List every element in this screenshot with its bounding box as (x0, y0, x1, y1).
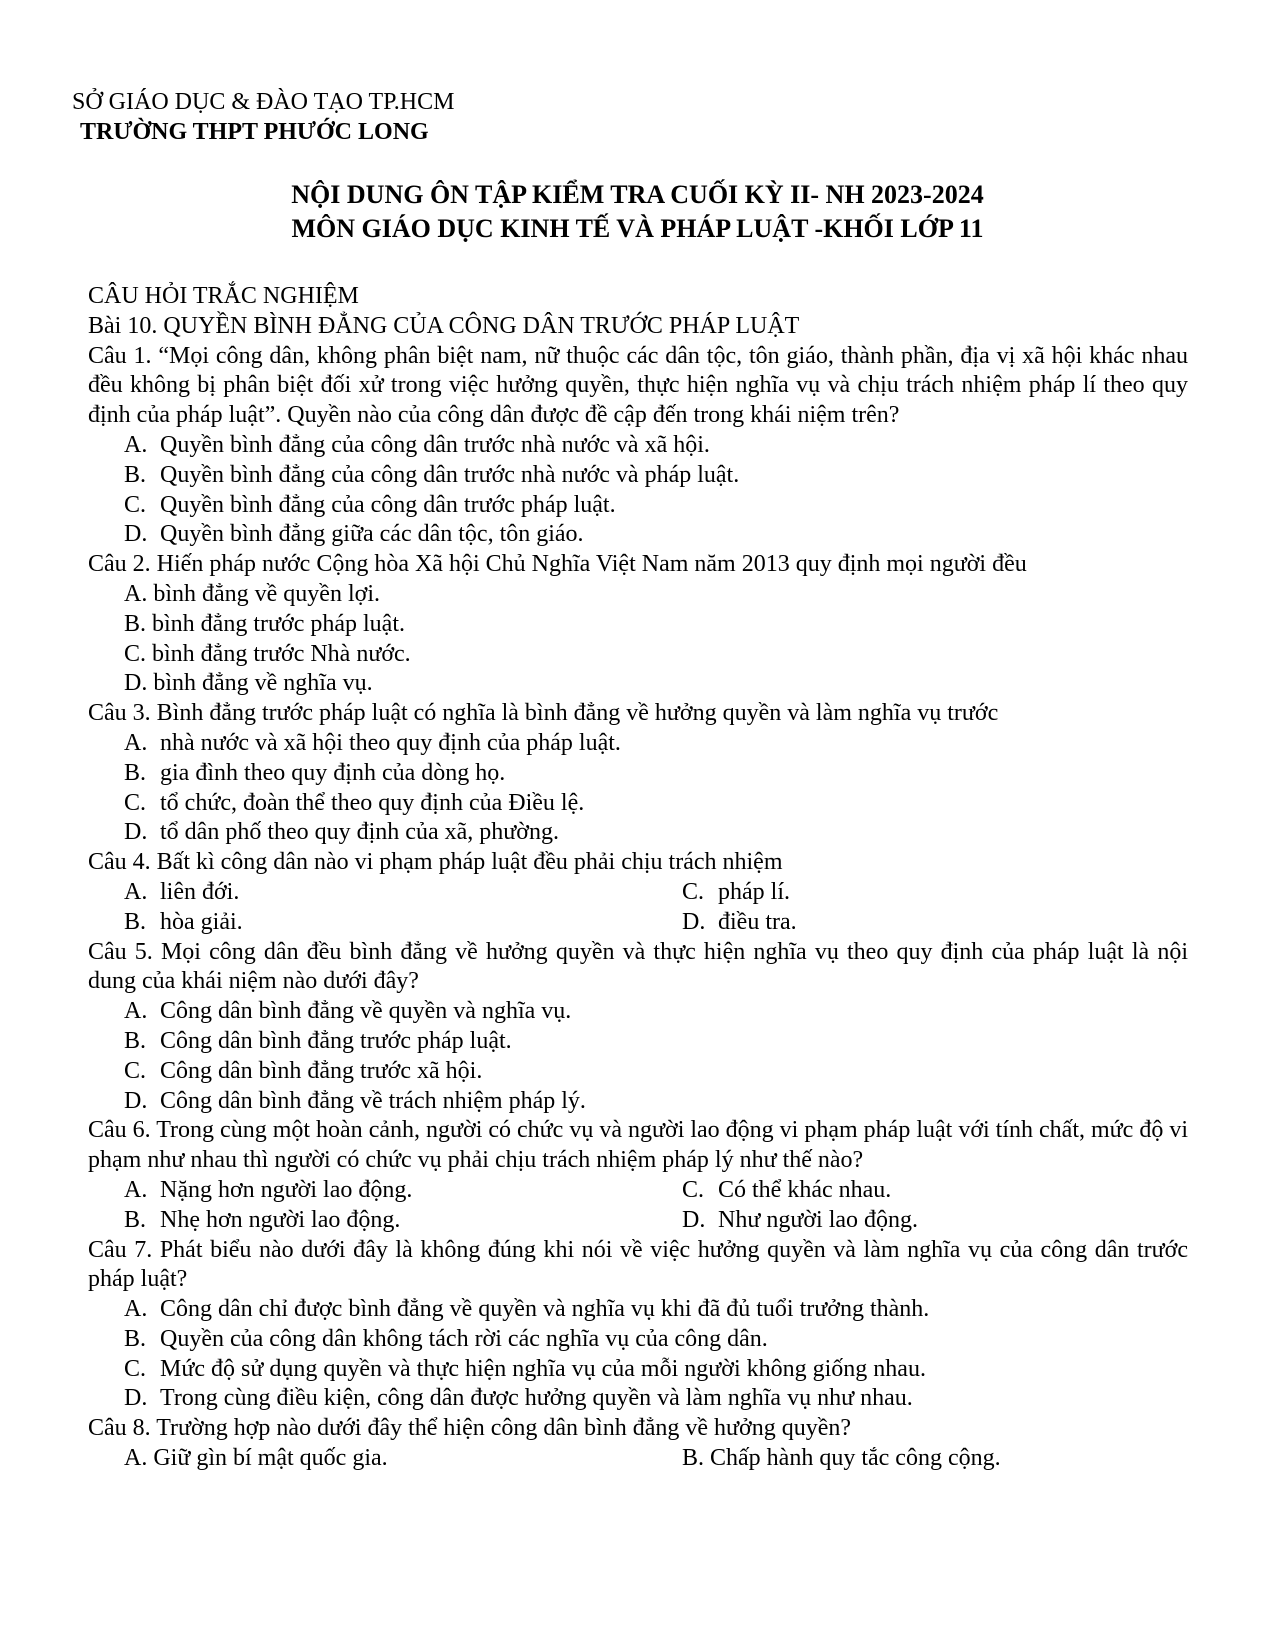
lesson-heading: Bài 10. QUYỀN BÌNH ĐẲNG CỦA CÔNG DÂN TRƯỚC PHÁP LUẬT (88, 312, 800, 339)
question-7-options (88, 1295, 1188, 1414)
question-7: Câu 7. Phát biểu nào dưới đây là không đúng khi nói về việc hưởng quyền và làm nghĩa vụ của công dân trước pháp luật? (88, 1236, 1188, 1293)
question-8: Câu 8. Trường hợp nào dưới đây thể hiện công dân bình đẳng về hưởng quyền? (88, 1415, 852, 1442)
option-c (124, 789, 1188, 819)
option-letter: C. (124, 491, 147, 518)
option-text: pháp lí. (718, 878, 790, 905)
option-b (124, 461, 1188, 491)
option-text: Nhẹ hơn người lao động. (160, 1206, 401, 1233)
option-a (124, 1295, 1188, 1325)
option-text: Quyền bình đẳng của công dân trước nhà nước và pháp luật. (160, 461, 740, 488)
question-1: Câu 1. “Mọi công dân, không phân biệt nam, nữ thuộc các dân tộc, tôn giáo, thành phần, địa vị xã hội khác nhau đều không bị phân biệt đối xử trong việc hưởng quyền, thực hiện nghĩa vụ và chịu trách nhiệm pháp lí theo quy định của pháp luật”. Quyền nào của công dân được đề cập đến trong khái niệm trên? (88, 342, 1188, 429)
option-d (682, 908, 1082, 938)
option-letter: D. (124, 819, 148, 846)
option-letter: D. (682, 1206, 706, 1233)
option-text: Mức độ sử dụng quyền và thực hiện nghĩa vụ của mỗi người không giống nhau. (160, 1355, 926, 1382)
option-letter: A. (124, 878, 148, 905)
question-6-options (124, 1176, 1188, 1236)
option-text: Công dân bình đẳng trước pháp luật. (160, 1027, 512, 1054)
option-a: A. bình đẳng về quyền lợi. (124, 580, 380, 607)
option-text: Có thể khác nhau. (718, 1176, 892, 1203)
option-letter: C. (124, 1355, 147, 1382)
option-text: Công dân bình đẳng về quyền và nghĩa vụ. (160, 998, 572, 1025)
option-d (124, 520, 1188, 550)
option-text: Công dân chỉ được bình đẳng về quyền và nghĩa vụ khi đã đủ tuổi trưởng thành. (160, 1296, 930, 1323)
option-a (124, 431, 1188, 461)
option-letter: B. (124, 1206, 147, 1233)
option-b: B. bình đẳng trước pháp luật. (124, 610, 405, 637)
option-a: A. Giữ gìn bí mật quốc gia. (124, 1445, 388, 1472)
option-b (124, 908, 682, 938)
option-letter: D. (682, 908, 706, 935)
option-d (124, 818, 1188, 848)
question-6: Câu 6. Trong cùng một hoàn cảnh, người có chức vụ và người lao động vi phạm pháp luật với tính chất, mức độ vi phạm như nhau thì người có chức vụ phải chịu trách nhiệm pháp lý như thế nào? (88, 1117, 1188, 1174)
option-text: liên đới. (160, 878, 240, 905)
question-8-options (124, 1444, 1188, 1474)
option-c: C. bình đẳng trước Nhà nước. (124, 640, 411, 667)
option-letter: A. (124, 1296, 148, 1323)
document-body (88, 282, 1188, 1474)
option-text: Công dân bình đẳng về trách nhiệm pháp lý. (160, 1087, 586, 1114)
option-letter: A. (124, 729, 148, 756)
option-b (124, 1325, 1188, 1355)
option-letter: D. (124, 1087, 148, 1114)
option-c (124, 1057, 1188, 1087)
option-text: Quyền bình đẳng giữa các dân tộc, tôn giáo. (160, 521, 584, 548)
question-4: Câu 4. Bất kì công dân nào vi phạm pháp luật đều phải chịu trách nhiệm (88, 849, 783, 876)
option-text: điều tra. (718, 908, 797, 935)
option-letter: B. (124, 759, 147, 786)
option-b: B. Chấp hành quy tắc công cộng. (682, 1445, 1001, 1472)
option-a (124, 878, 682, 908)
option-c (124, 1355, 1188, 1385)
question-4-options (124, 878, 1188, 938)
option-letter: B. (124, 1325, 147, 1352)
option-d (682, 1206, 1082, 1236)
question-1-options (88, 431, 1188, 550)
option-text: Trong cùng điều kiện, công dân được hưởng quyền và làm nghĩa vụ như nhau. (160, 1385, 913, 1412)
question-2: Câu 2. Hiến pháp nước Cộng hòa Xã hội Chủ Nghĩa Việt Nam năm 2013 quy định mọi người đều (88, 551, 1027, 578)
option-b (124, 1206, 682, 1236)
option-text: gia đình theo quy định của dòng họ. (160, 759, 506, 786)
option-d: D. bình đẳng về nghĩa vụ. (124, 670, 373, 697)
question-3-options (88, 729, 1188, 848)
option-text: nhà nước và xã hội theo quy định của pháp luật. (160, 729, 621, 756)
option-c (124, 491, 1188, 521)
option-letter: D. (124, 1385, 148, 1412)
option-letter: C. (124, 789, 147, 816)
option-letter: B. (124, 1027, 147, 1054)
option-text: hòa giải. (160, 908, 243, 935)
question-5: Câu 5. Mọi công dân đều bình đẳng về hưởng quyền và thực hiện nghĩa vụ theo quy định của pháp luật là nội dung của khái niệm nào dưới đây? (88, 938, 1188, 995)
option-letter: B. (124, 908, 147, 935)
option-c (682, 878, 1082, 908)
section-heading: CÂU HỎI TRẮC NGHIỆM (88, 283, 359, 309)
option-letter: A. (124, 1176, 148, 1203)
question-2-options (88, 580, 1188, 699)
option-text: Quyền bình đẳng của công dân trước nhà nước và xã hội. (160, 431, 710, 458)
option-a (124, 1176, 682, 1206)
option-letter: D. (124, 521, 148, 548)
option-letter: B. (124, 461, 147, 488)
option-letter: A. (124, 998, 148, 1025)
option-letter: A. (124, 431, 148, 458)
option-b (124, 1027, 1188, 1057)
option-text: Công dân bình đẳng trước xã hội. (160, 1057, 483, 1084)
option-text: Như người lao động. (718, 1206, 919, 1233)
document-title-line-1: NỘI DUNG ÔN TẬP KIỂM TRA CUỐI KỲ II- NH 2023-2024 (291, 180, 984, 209)
option-text: Nặng hơn người lao động. (160, 1176, 413, 1203)
department-name: SỞ GIÁO DỤC & ĐÀO TẠO TP.HCM (72, 89, 455, 115)
school-name: TRƯỜNG THPT PHƯỚC LONG (80, 119, 429, 145)
question-3: Câu 3. Bình đẳng trước pháp luật có nghĩa là bình đẳng về hưởng quyền và làm nghĩa vụ trước (88, 700, 999, 727)
question-5-options (88, 997, 1188, 1116)
option-c (682, 1176, 1082, 1206)
option-text: tổ dân phố theo quy định của xã, phường. (160, 819, 559, 846)
option-a (124, 997, 1188, 1027)
option-letter: C. (682, 878, 705, 905)
option-d (124, 1087, 1188, 1117)
document-title-line-2: MÔN GIÁO DỤC KINH TẾ VÀ PHÁP LUẬT -KHỐI LỚP 11 (291, 214, 984, 243)
option-text: Quyền bình đẳng của công dân trước pháp luật. (160, 491, 616, 518)
option-b (124, 759, 1188, 789)
option-text: Quyền của công dân không tách rời các nghĩa vụ của công dân. (160, 1325, 768, 1352)
option-d (124, 1384, 1188, 1414)
option-a (124, 729, 1188, 759)
option-letter: C. (682, 1176, 705, 1203)
option-text: tổ chức, đoàn thể theo quy định của Điều lệ. (160, 789, 585, 816)
option-letter: C. (124, 1057, 147, 1084)
